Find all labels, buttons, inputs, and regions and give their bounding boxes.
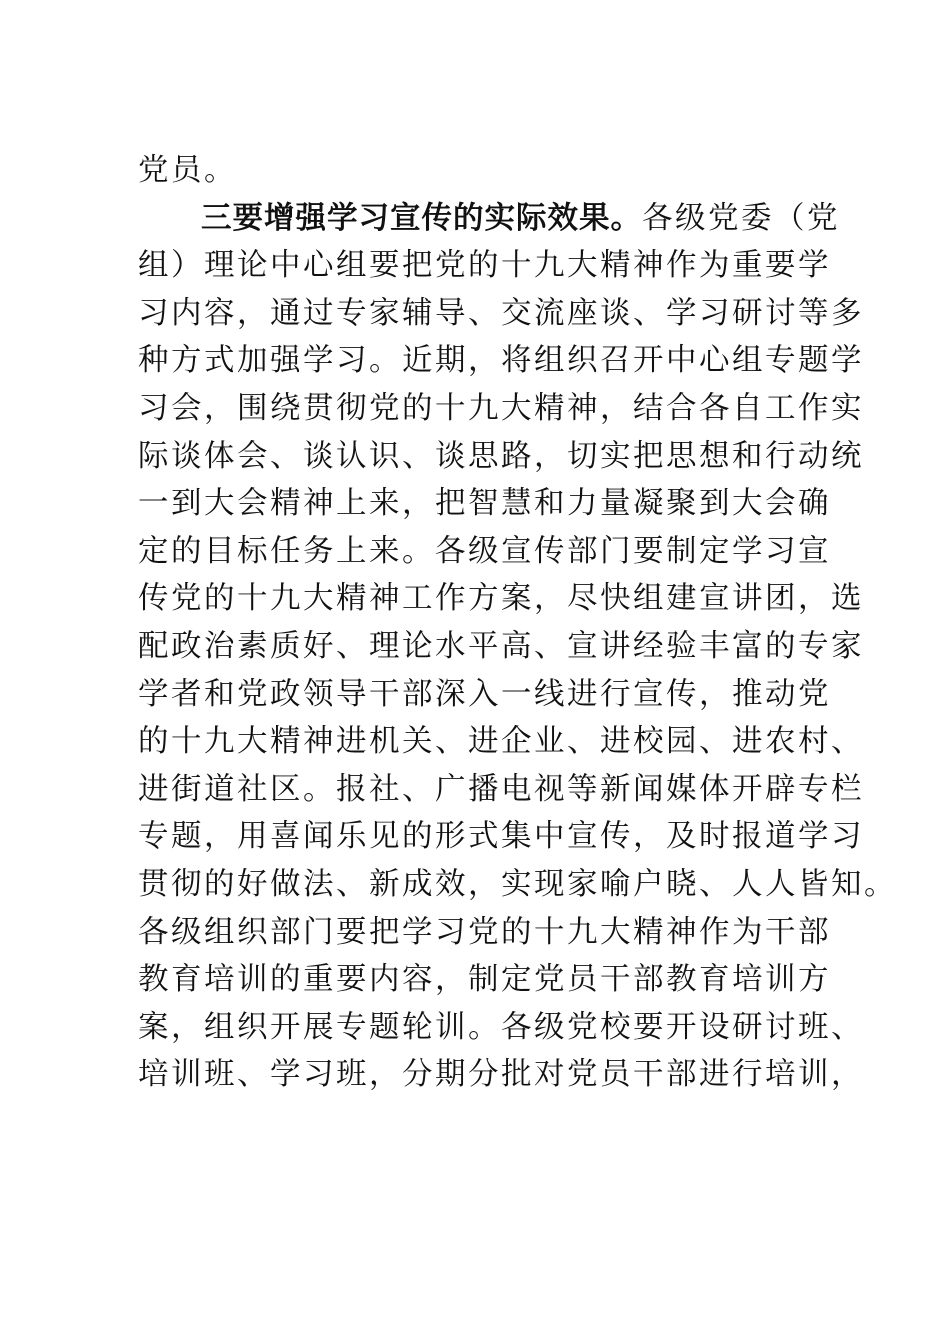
paragraph-line: 组）理论中心组要把党的十九大精神作为重要学 bbox=[138, 248, 831, 284]
paragraph-line: 配政治素质好、理论水平高、宣讲经验丰富的专家 bbox=[138, 628, 864, 664]
paragraph-heading: 三要增强学习宣传的实际效果。 bbox=[201, 200, 642, 236]
paragraph-line: 培训班、学习班，分期分批对党员干部进行培训， bbox=[138, 1057, 864, 1093]
paragraph-line: 种方式加强学习。近期，将组织召开中心组专题学 bbox=[138, 343, 864, 379]
paragraph-line: 各级组织部门要把学习党的十九大精神作为干部 bbox=[138, 914, 831, 950]
paragraph-line: 际谈体会、谈认识、谈思路，切实把思想和行动统 bbox=[138, 438, 864, 474]
paragraph-line: 习会，围绕贯彻党的十九大精神，结合各自工作实 bbox=[138, 390, 864, 426]
paragraph-first-line bbox=[138, 195, 840, 243]
paragraph-line: 传党的十九大精神工作方案，尽快组建宣讲团，选 bbox=[138, 581, 864, 617]
paragraph-line: 专题，用喜闻乐见的形式集中宣传，及时报道学习 bbox=[138, 819, 864, 855]
paragraph-line: 一到大会精神上来，把智慧和力量凝聚到大会确 bbox=[138, 486, 831, 522]
paragraph-first-line-rest: 各级党委（党 bbox=[642, 200, 840, 236]
paragraph-line: 教育培训的重要内容，制定党员干部教育培训方 bbox=[138, 962, 831, 998]
paragraph-line: 学者和党政领导干部深入一线进行宣传，推动党 bbox=[138, 676, 831, 712]
body-text bbox=[138, 147, 897, 1099]
paragraph-line: 定的目标任务上来。各级宣传部门要制定学习宣 bbox=[138, 533, 831, 569]
continuation-line: 党员。 bbox=[138, 153, 237, 188]
paragraph-line: 案，组织开展专题轮训。各级党校要开设研讨班、 bbox=[138, 1009, 864, 1045]
paragraph-line: 进街道社区。报社、广播电视等新闻媒体开辟专栏 bbox=[138, 771, 864, 807]
paragraph-line: 贯彻的好做法、新成效，实现家喻户晓、人人皆知。 bbox=[138, 866, 897, 902]
paragraph-line: 习内容，通过专家辅导、交流座谈、学习研讨等多 bbox=[138, 295, 864, 331]
paragraph-line: 的十九大精神进机关、进企业、进校园、进农村、 bbox=[138, 724, 864, 760]
